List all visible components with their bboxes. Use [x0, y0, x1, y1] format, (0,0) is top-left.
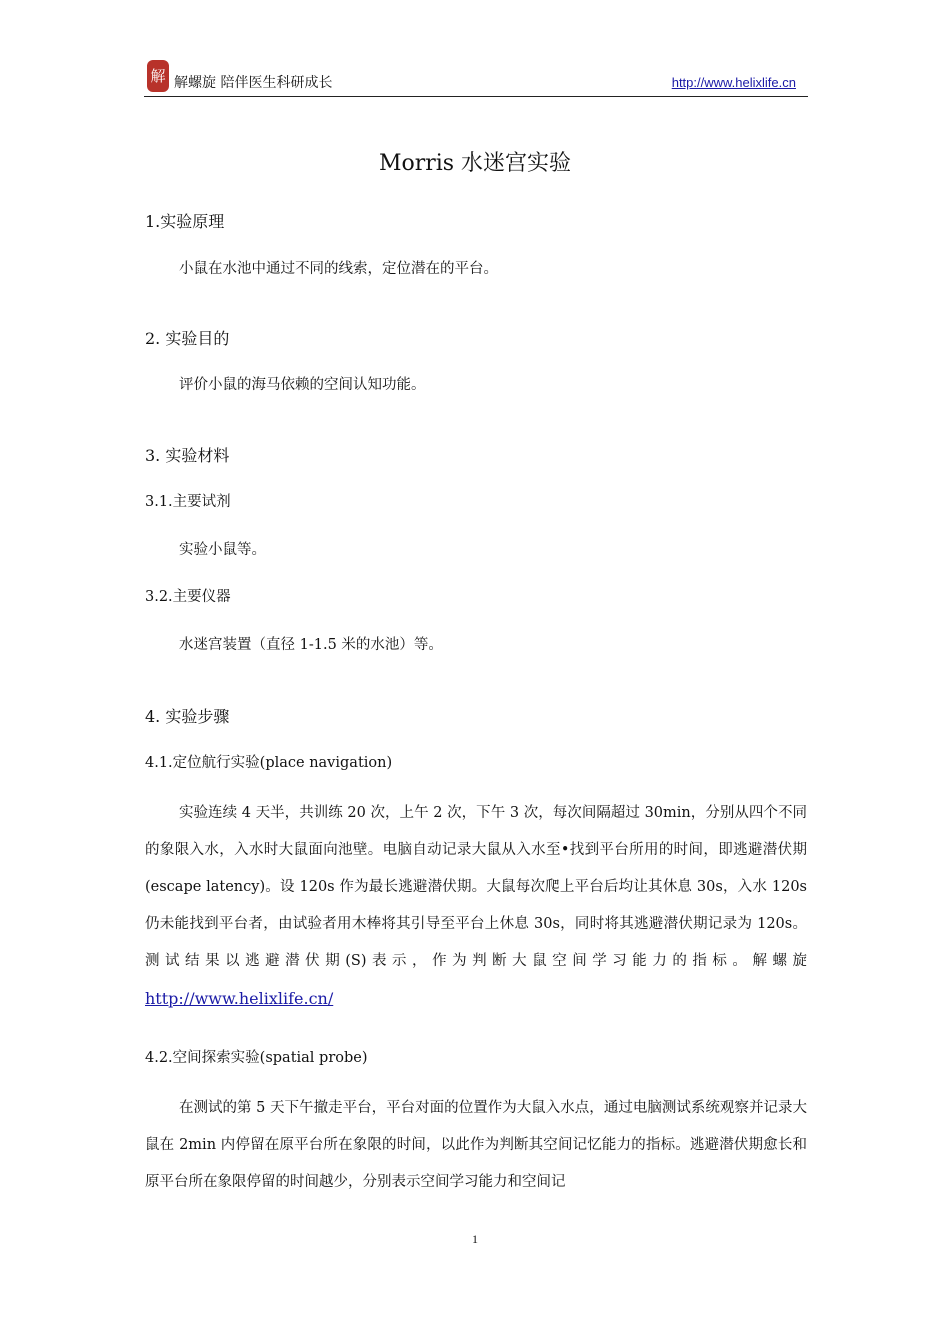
section-3-2-heading: 3.2.主要仪器 — [145, 589, 231, 605]
section-4-1-paragraph — [145, 795, 807, 1019]
document-title: Morris 水迷宫实验 — [378, 151, 572, 176]
section-4-heading: 4. 实验步骤 — [145, 707, 230, 726]
section-2-text: 评价小鼠的海马依赖的空间认知功能。 — [179, 377, 426, 393]
brand-slogan: 解螺旋 陪伴医生科研成长 — [174, 75, 333, 91]
header-link[interactable]: http://www.helixlife.cn — [671, 75, 796, 90]
section-4-1-text: 实验连续 4 天半，共训练 20 次，上午 2 次，下午 3 次，每次间隔超过 30min，分别从四个不同的象限入水，入水时大鼠面向池壁。电脑自动记录大鼠从入水至•找到平台所用的时间，即逃避潜伏期(escape latency)。设 120s 作为最长逃避潜伏期。大鼠每次爬上平台后均让其休息 30s，入水 120s 仍未能找到平台者，由试验者用木棒将其引导至平台上休息 30s，同时将其逃避潜伏期记录为 120s。测试结果以逃避潜伏期(S)表示，作为判断大鼠空间学习能力的指标。 — [145, 805, 807, 969]
inline-link[interactable]: http://www.helixlife.cn/ — [145, 989, 334, 1008]
helix-logo-icon: 解 — [147, 60, 169, 92]
section-4-1-heading: 4.1.定位航行实验(place navigation) — [145, 755, 393, 771]
section-1-text: 小鼠在水池中通过不同的线索，定位潜在的平台。 — [179, 261, 498, 277]
section-1-heading: 1.实验原理 — [145, 212, 225, 231]
inline-brand: 解螺旋 — [752, 953, 807, 969]
page-number: 1 — [472, 1232, 478, 1246]
section-3-heading: 3. 实验材料 — [145, 446, 230, 465]
section-3-2-text: 水迷宫装置（直径 1-1.5 米的水池）等。 — [179, 637, 443, 653]
page-header — [144, 58, 808, 97]
section-4-2-paragraph — [145, 1090, 807, 1201]
section-4-2-heading: 4.2.空间探索实验(spatial probe) — [145, 1050, 368, 1066]
section-3-1-heading: 3.1.主要试剂 — [145, 494, 231, 510]
section-3-1-text: 实验小鼠等。 — [179, 542, 266, 558]
section-2-heading: 2. 实验目的 — [145, 329, 230, 348]
section-4-2-text: 在测试的第 5 天下午撤走平台，平台对面的位置作为大鼠入水点，通过电脑测试系统观察并记录大鼠在 2min 内停留在原平台所在象限的时间，以此作为判断其空间记忆能力的指标。逃避潜伏期愈长和原平台所在象限停留的时间越少，分别表示空间学习能力和空间记 — [145, 1100, 807, 1190]
